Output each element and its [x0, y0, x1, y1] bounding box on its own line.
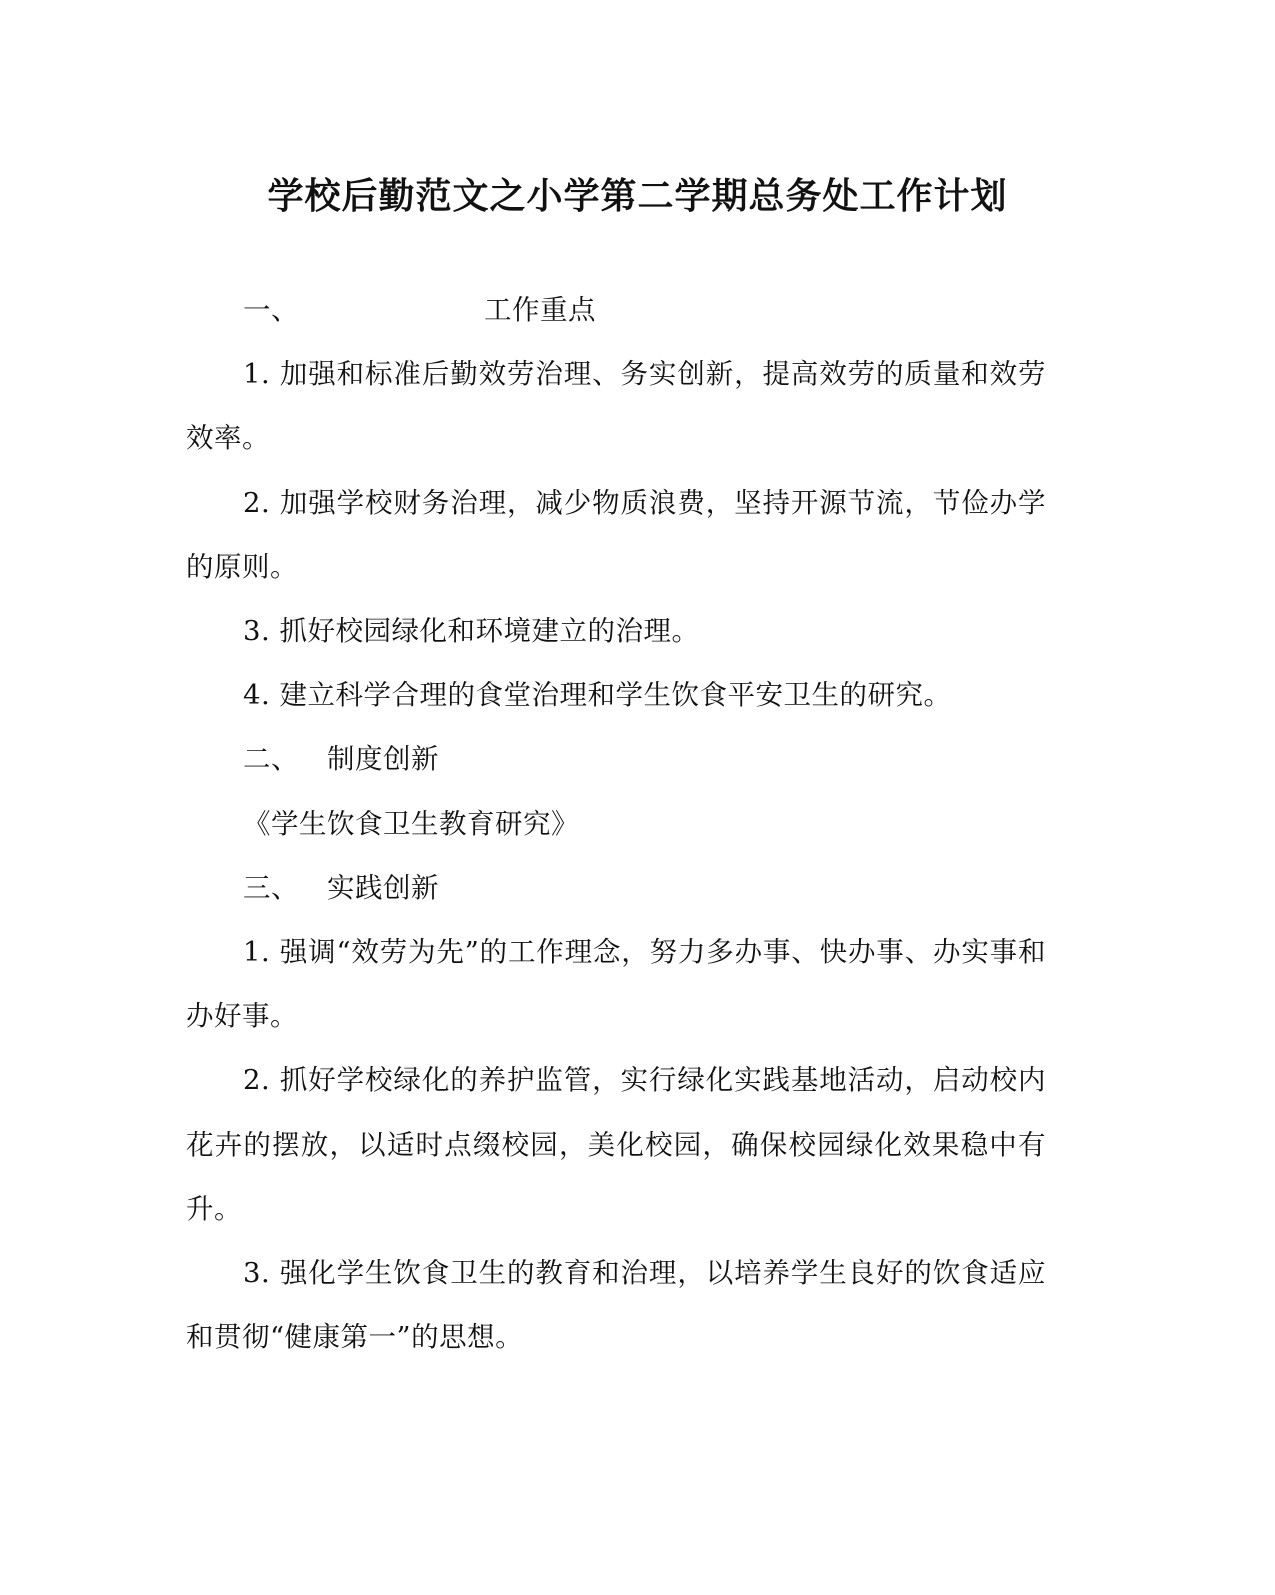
section-title: 制度创新 [327, 743, 439, 776]
section-number: 二、 [243, 743, 299, 776]
paragraph: 1. 加强和标准后勤效劳治理、务实创新，提高效劳的质量和效劳效率。 [186, 358, 1046, 455]
paragraph: 3. 抓好校园绿化和环境建立的治理。 [243, 615, 700, 648]
section-title: 实践创新 [327, 871, 439, 904]
paragraph: 1. 强调“效劳为先”的工作理念，努力多办事、快办事、办实事和办好事。 [186, 936, 1046, 1033]
document-title: 学校后勤范文之小学第二学期总务处工作计划 [267, 176, 1008, 217]
section-heading-2 [186, 727, 1046, 791]
paragraph: 2. 加强学校财务治理，减少物质浪费，坚持开源节流，节俭办学的原则。 [186, 486, 1046, 583]
paragraph: 《学生饮食卫生教育研究》 [243, 807, 579, 840]
section-heading-1 [186, 278, 1046, 342]
document-body [186, 278, 1046, 1369]
paragraph: 4. 建立科学合理的食堂治理和学生饮食平安卫生的研究。 [243, 679, 952, 712]
paragraph: 2. 抓好学校绿化的养护监管，实行绿化实践基地活动，启动校内花卉的摆放，以适时点缀校园，美化校园，确保校园绿化效果稳中有升。 [186, 1064, 1046, 1225]
section-heading-3 [186, 856, 1046, 920]
section-number: 一、 [243, 294, 299, 326]
paragraph: 3. 强化学生饮食卫生的教育和治理，以培养学生良好的饮食适应和贯彻“健康第一”的思想。 [186, 1257, 1046, 1354]
section-number: 三、 [243, 871, 299, 904]
section-title: 工作重点 [484, 294, 596, 326]
